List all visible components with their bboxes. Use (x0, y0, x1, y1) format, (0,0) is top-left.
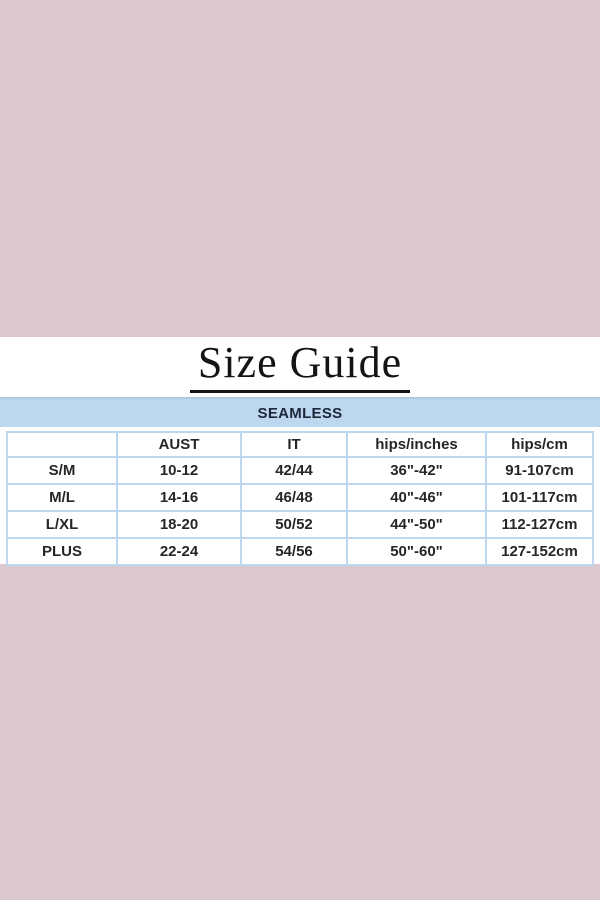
cell-aust: 22-24 (117, 538, 241, 565)
cell-hips-inches: 36"-42" (347, 457, 486, 484)
cell-aust: 14-16 (117, 484, 241, 511)
table-category-header: SEAMLESS (0, 397, 600, 427)
cell-hips-cm: 112-127cm (486, 511, 593, 538)
table-header-row (7, 432, 593, 457)
col-header-size (7, 432, 117, 457)
page-title: Size Guide (190, 341, 410, 393)
row-label: S/M (7, 457, 117, 484)
col-header-hips-inches: hips/inches (347, 432, 486, 457)
cell-it: 54/56 (241, 538, 347, 565)
size-table (6, 431, 594, 566)
col-header-hips-cm: hips/cm (486, 432, 593, 457)
cell-hips-cm: 101-117cm (486, 484, 593, 511)
cell-hips-inches: 44"-50" (347, 511, 486, 538)
cell-aust: 18-20 (117, 511, 241, 538)
cell-it: 50/52 (241, 511, 347, 538)
cell-hips-cm: 91-107cm (486, 457, 593, 484)
size-guide-panel (0, 337, 600, 564)
cell-hips-cm: 127-152cm (486, 538, 593, 565)
cell-hips-inches: 40"-46" (347, 484, 486, 511)
cell-hips-inches: 50"-60" (347, 538, 486, 565)
cell-aust: 10-12 (117, 457, 241, 484)
row-label: M/L (7, 484, 117, 511)
table-row (7, 484, 593, 511)
table-row (7, 538, 593, 565)
row-label: L/XL (7, 511, 117, 538)
title-area (0, 337, 600, 397)
cell-it: 42/44 (241, 457, 347, 484)
cell-it: 46/48 (241, 484, 347, 511)
col-header-aust: AUST (117, 432, 241, 457)
table-row (7, 457, 593, 484)
table-row (7, 511, 593, 538)
row-label: PLUS (7, 538, 117, 565)
col-header-it: IT (241, 432, 347, 457)
